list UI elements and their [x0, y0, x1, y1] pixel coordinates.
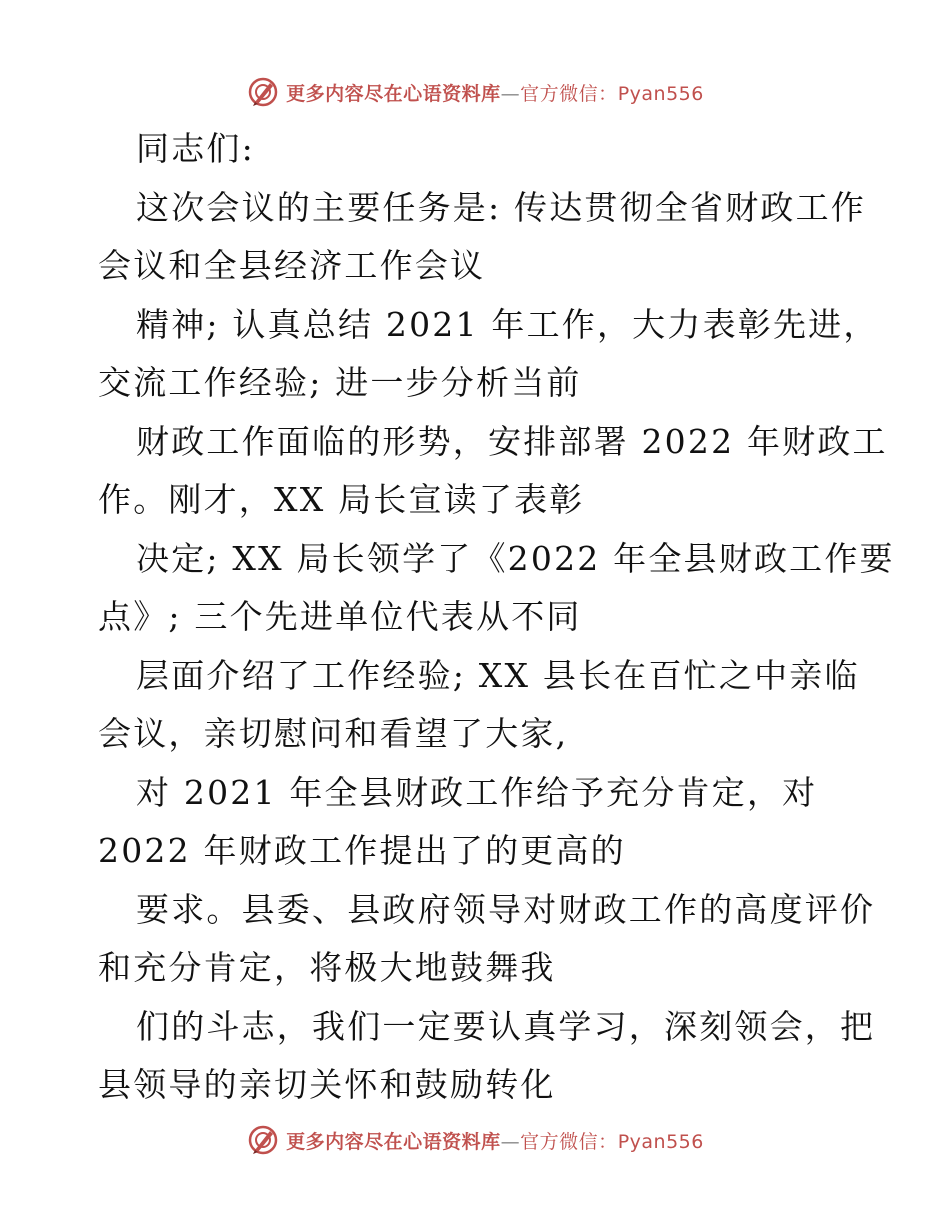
- watermark-official: 官方微信：: [520, 1130, 618, 1153]
- text-line: 会议，亲切慰问和看望了大家,: [98, 714, 569, 753]
- text-line: 点》; 三个先进单位代表从不同: [98, 597, 582, 636]
- watermark-text: [286, 1127, 704, 1154]
- text-line: 精神; 认真总结 2021 年工作，大力表彰先进，: [136, 304, 879, 344]
- text-line: 同志们:: [136, 129, 255, 168]
- header-watermark: [0, 72, 950, 112]
- text-line: 们的斗志，我们一定要认真学习，深刻领会，把: [136, 1006, 876, 1046]
- watermark-official: 官方微信：: [520, 82, 618, 105]
- footer-watermark: [0, 1120, 950, 1160]
- text-line: 财政工作面临的形势，安排部署 2022 年财政工: [136, 421, 888, 461]
- watermark-brand: 更多内容尽在心语资料库: [286, 82, 501, 105]
- watermark-separator: —: [500, 1130, 521, 1153]
- watermark-account: Pyan556: [617, 82, 704, 105]
- watermark-account: Pyan556: [617, 1130, 704, 1153]
- text-line: 对 2021 年全县财政工作给予充分肯定，对: [136, 772, 818, 812]
- watermark-brand: 更多内容尽在心语资料库: [286, 1130, 501, 1153]
- pen-logo-icon: [246, 1123, 280, 1157]
- watermark-text: [286, 79, 704, 106]
- text-line: 层面介绍了工作经验; XX 县长在百忙之中亲临: [136, 655, 860, 695]
- text-line: 作。刚才，XX 局长宣读了表彰: [98, 480, 585, 519]
- text-line: 和充分肯定，将极大地鼓舞我: [98, 948, 556, 987]
- watermark-separator: —: [500, 82, 521, 105]
- text-line: 会议和全县经济工作会议: [98, 246, 486, 285]
- pen-logo-icon: [246, 75, 280, 109]
- document-body: [98, 120, 895, 1115]
- text-line: 2022 年财政工作提出了的更高的: [98, 831, 626, 870]
- text-line: 要求。县委、县政府领导对财政工作的高度评价: [136, 889, 876, 929]
- text-line: 交流工作经验; 进一步分析当前: [98, 363, 582, 402]
- text-line: 县领导的亲切关怀和鼓励转化: [98, 1065, 556, 1104]
- text-line: 决定; XX 局长领学了《2022 年全县财政工作要: [136, 538, 895, 578]
- text-line: 这次会议的主要任务是: 传达贯彻全省财政工作: [136, 187, 867, 227]
